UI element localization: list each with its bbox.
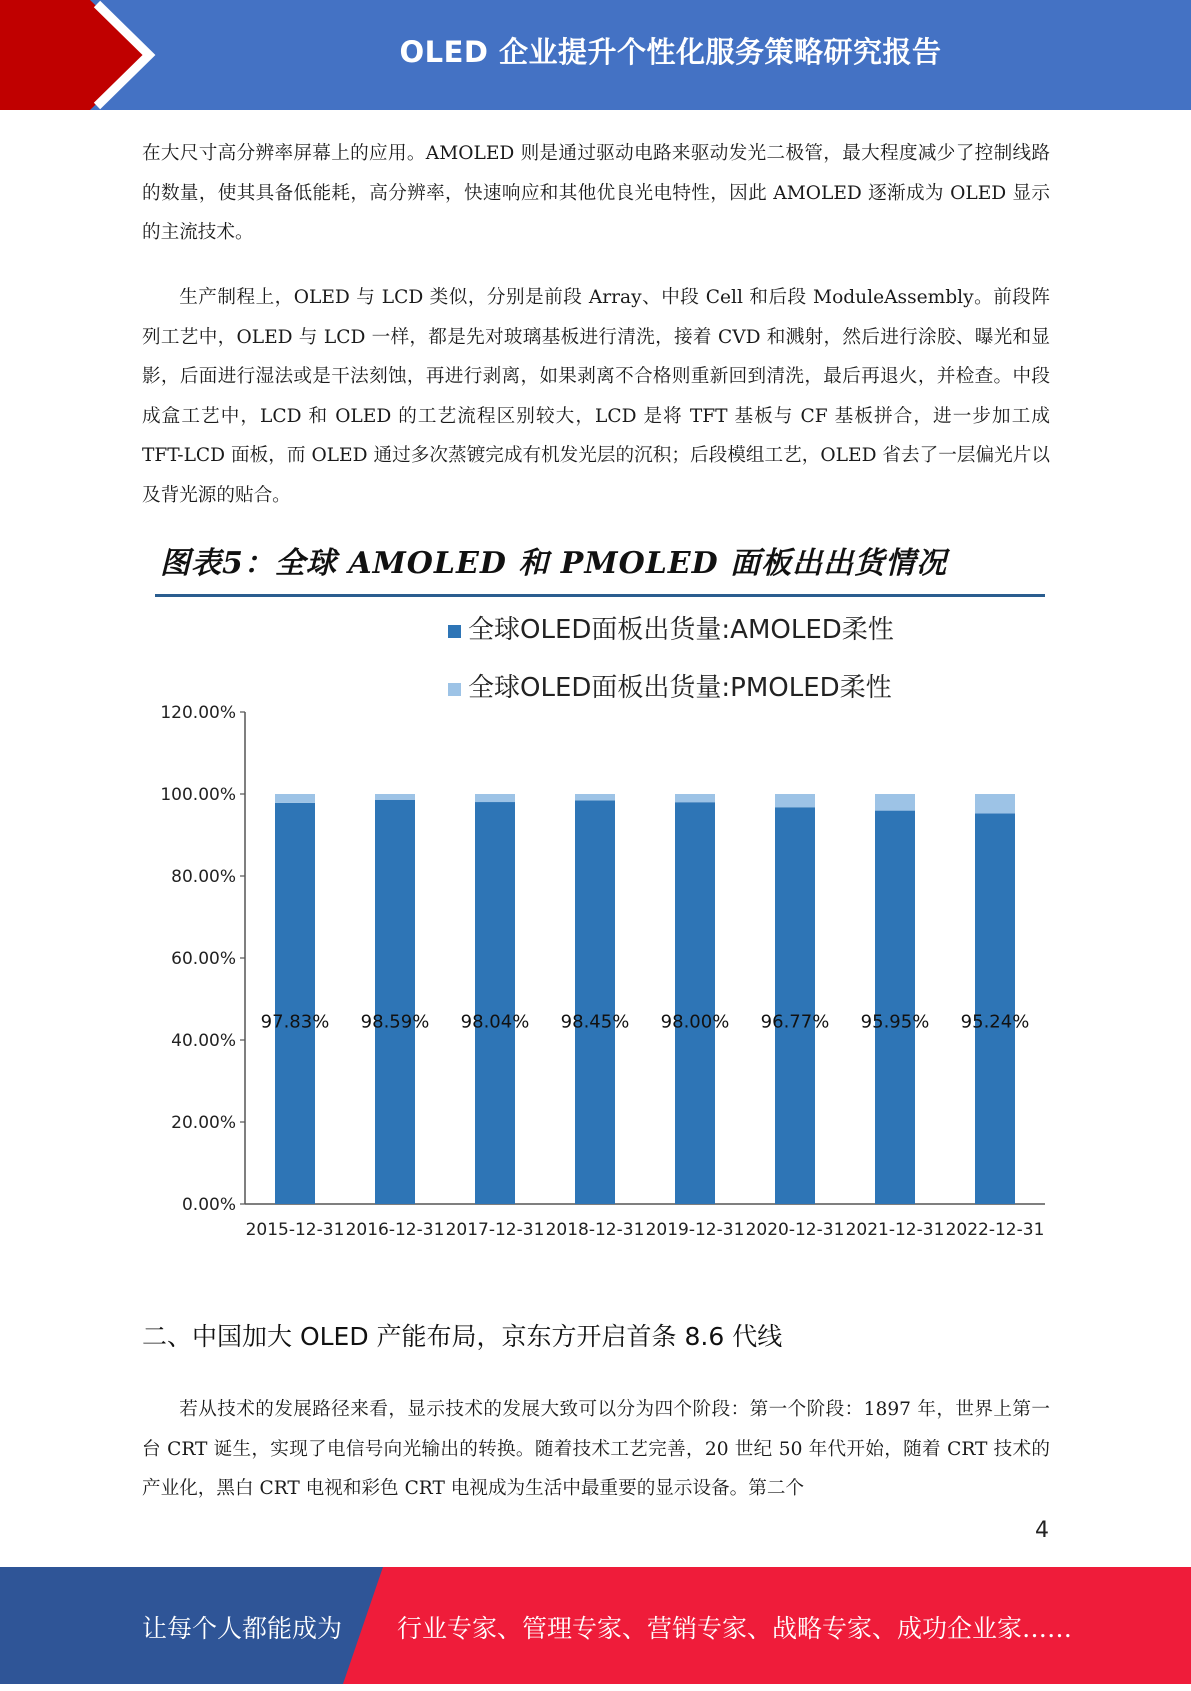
data-label-2019-12-31: 98.00%	[660, 1011, 730, 1033]
header-title: OLED 企业提升个性化服务策略研究报告	[399, 35, 942, 69]
bar-pmoled-2020-12-31	[775, 794, 815, 807]
x-tick-label: 2018-12-31	[545, 1220, 645, 1240]
stacked-bar-chart	[150, 598, 1050, 1258]
y-tick-label: 100.00%	[160, 785, 236, 805]
bar-amoled-2022-12-31	[975, 814, 1015, 1204]
x-tick-label: 2022-12-31	[945, 1220, 1045, 1240]
legend-swatch-2	[448, 683, 461, 696]
legend-label-2: 全球OLED面板出货量:PMOLED柔性	[468, 673, 892, 703]
header-chevron-graphic	[0, 0, 160, 110]
data-label-2017-12-31: 98.04%	[460, 1011, 530, 1033]
bar-pmoled-2015-12-31	[275, 794, 315, 803]
page-header	[0, 0, 1191, 110]
x-tick-label: 2019-12-31	[645, 1220, 745, 1240]
bar-amoled-2019-12-31	[675, 802, 715, 1204]
y-tick-label: 80.00%	[171, 867, 236, 887]
paragraph-1: 在大尺寸高分辨率屏幕上的应用。AMOLED 则是通过驱动电路来驱动发光二极管，最大程度减少了控制线路的数量，使其具备低能耗，高分辨率，快速响应和其他优良光电特性，因此 AMOLED 逐渐成为 OLED 显示的主流技术。	[142, 143, 1050, 243]
bar-amoled-2018-12-31	[575, 800, 615, 1204]
x-tick-label: 2020-12-31	[745, 1220, 845, 1240]
data-label-2018-12-31: 98.45%	[560, 1011, 630, 1033]
x-tick-label: 2017-12-31	[445, 1220, 545, 1240]
x-tick-label: 2015-12-31	[245, 1220, 345, 1240]
x-tick-label: 2021-12-31	[845, 1220, 945, 1240]
legend-swatch-1	[448, 625, 461, 638]
data-label-2016-12-31: 98.59%	[360, 1011, 430, 1033]
bar-pmoled-2018-12-31	[575, 794, 615, 800]
bar-amoled-2016-12-31	[375, 800, 415, 1204]
y-tick-label: 120.00%	[160, 703, 236, 723]
x-tick-label: 2016-12-31	[345, 1220, 445, 1240]
bar-pmoled-2022-12-31	[975, 794, 1015, 814]
bar-pmoled-2017-12-31	[475, 794, 515, 802]
bar-amoled-2021-12-31	[875, 811, 915, 1204]
bar-amoled-2015-12-31	[275, 803, 315, 1204]
data-label-2020-12-31: 96.77%	[760, 1011, 830, 1033]
data-label-2015-12-31: 97.83%	[260, 1011, 330, 1033]
y-tick-label: 60.00%	[171, 949, 236, 969]
bar-amoled-2020-12-31	[775, 807, 815, 1204]
page-footer	[0, 1567, 1191, 1684]
bar-pmoled-2019-12-31	[675, 794, 715, 802]
bar-amoled-2017-12-31	[475, 802, 515, 1204]
paragraph-2: 生产制程上，OLED 与 LCD 类似，分别是前段 Array、中段 Cell 和后段 ModuleAssembly。前段阵列工艺中，OLED 与 LCD 一样，都是先对玻璃基板进行清洗，接着 CVD 和溅射，然后进行涂胶、曝光和显影，后面进行湿法或是干法刻蚀，再进行剥离，如果剥离不合格则重新回到清洗，最后再退火，并检查。中段成盒工艺中，LCD 和 OLED 的工艺流程区别较大，LCD 是将 TFT 基板与 CF 基板拼合，进一步加工成 TFT-LCD 面板，而 OLED 通过多次蒸镀完成有机发光层的沉积；后段模组工艺，OLED 省去了一层偏光片以及背光源的贴合。	[142, 287, 1050, 506]
footer-slogan-left: 让每个人都能成为	[142, 1614, 343, 1643]
data-label-2021-12-31: 95.95%	[860, 1011, 930, 1033]
paragraph-3: 若从技术的发展路径来看，显示技术的发展大致可以分为四个阶段：第一个阶段：1897 年，世界上第一台 CRT 诞生，实现了电信号向光输出的转换。随着技术工艺完善，20 世纪 50 年代开始，随着 CRT 技术的产业化，黑白 CRT 电视和彩色 CRT 电视成为生活中最重要的显示设备。第二个	[142, 1399, 1050, 1499]
bar-pmoled-2016-12-31	[375, 794, 415, 800]
bar-pmoled-2021-12-31	[875, 794, 915, 811]
y-tick-label: 40.00%	[171, 1031, 236, 1051]
data-label-2022-12-31: 95.24%	[960, 1011, 1030, 1033]
footer-slogan-right: 行业专家、管理专家、营销专家、战略专家、成功企业家……	[397, 1614, 1073, 1643]
y-tick-label: 0.00%	[181, 1195, 236, 1215]
page-number: 4	[1035, 1518, 1049, 1543]
figure-chart	[150, 538, 1050, 1258]
figure-title-rule	[155, 594, 1045, 597]
section-heading: 二、中国加大 OLED 产能布局，京东方开启首条 8.6 代线	[142, 1322, 783, 1351]
figure-title: 图表5：全球 AMOLED 和 PMOLED 面板出出货情况	[160, 546, 948, 581]
legend-label-1: 全球OLED面板出货量:AMOLED柔性	[468, 615, 894, 645]
y-tick-label: 20.00%	[171, 1113, 236, 1133]
